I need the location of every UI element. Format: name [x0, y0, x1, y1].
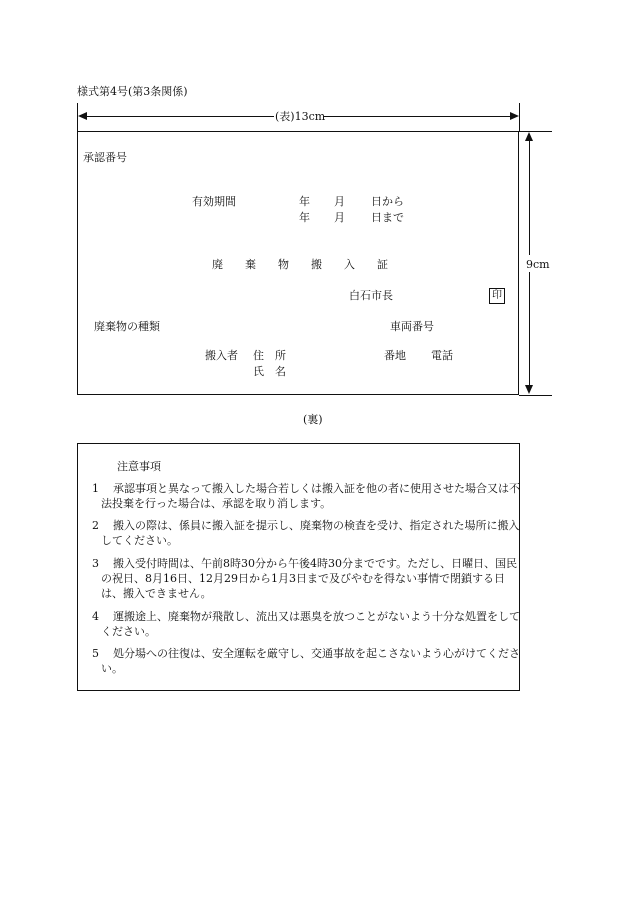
back-label: (裏)	[303, 413, 323, 426]
validity-period-label: 有効期間	[192, 195, 236, 208]
notice-item-text: 承認事項と異なって搬入した場合若しくは搬入証を他の者に使用させた場合又は不法投棄を行った場合は、承認を取り消します。	[101, 482, 520, 510]
title-char-4: 搬	[311, 258, 322, 271]
validity-from-year: 年	[299, 195, 310, 208]
validity-until-day: 日まで	[371, 211, 404, 224]
notice-item-4	[92, 609, 522, 639]
height-dimension-line-top	[529, 139, 530, 255]
notice-item-5	[92, 646, 522, 676]
width-dimension-line-left	[84, 116, 274, 117]
validity-until-year: 年	[299, 211, 310, 224]
waste-type-label: 廃棄物の種類	[94, 320, 160, 333]
notice-item-text: 搬入受付時間は、午前8時30分から午後4時30分までです。ただし、日曜日、国民の祝日、8月16日、12月29日から1月3日まで及びやむを得ない事情で閉鎖する日は、搬入できません。	[101, 557, 518, 600]
notice-item-number: 2	[92, 519, 99, 532]
height-dimension-line-bottom	[529, 272, 530, 387]
notice-item-number: 4	[92, 610, 99, 623]
height-dimension-bottom-tick	[519, 395, 552, 396]
title-char-6: 証	[377, 258, 388, 271]
notice-item-number: 3	[92, 557, 99, 570]
notice-item-text: 運搬途上、廃棄物が飛散し、流出又は悪臭を放つことがないよう十分な処置をしてください。	[101, 610, 520, 638]
lot-number-label: 番地	[384, 349, 406, 362]
seal-box: 印	[489, 288, 505, 304]
width-label: (表)13cm	[275, 110, 326, 123]
mayor-label: 白石市長	[349, 289, 393, 302]
vehicle-number-label: 車両番号	[390, 320, 434, 333]
title-char-2: 棄	[245, 258, 256, 271]
notice-item-number: 1	[92, 482, 99, 495]
validity-from-day: 日から	[371, 195, 404, 208]
name-label: 氏 名	[253, 365, 286, 378]
notice-item-text: 処分場への往復は、安全運転を厳守し、交通事故を起こさないよう心がけてください。	[101, 647, 520, 675]
address-label: 住 所	[253, 349, 286, 362]
carrier-label: 搬入者	[205, 349, 238, 362]
phone-label: 電話	[431, 349, 453, 362]
notice-item-2	[92, 518, 522, 548]
notice-item-1	[92, 481, 522, 511]
height-label: 9cm	[526, 258, 550, 271]
form-label: 様式第4号(第3条関係)	[77, 85, 188, 98]
notice-heading: 注意事項	[117, 460, 161, 473]
title-char-1: 廃	[212, 258, 223, 271]
title-char-5: 入	[344, 258, 355, 271]
validity-until-month: 月	[334, 211, 345, 224]
notice-item-text: 搬入の際は、係員に搬入証を提示し、廃棄物の検査を受け、指定された場所に搬入してください。	[101, 519, 520, 547]
notice-item-number: 5	[92, 647, 99, 660]
width-dimension-right-tick	[519, 103, 520, 131]
approval-number-label: 承認番号	[83, 151, 127, 164]
width-dimension-line-right	[324, 116, 514, 117]
notice-item-3	[92, 556, 522, 601]
title-char-3: 物	[278, 258, 289, 271]
height-dimension-top-tick	[519, 131, 552, 132]
validity-from-month: 月	[334, 195, 345, 208]
